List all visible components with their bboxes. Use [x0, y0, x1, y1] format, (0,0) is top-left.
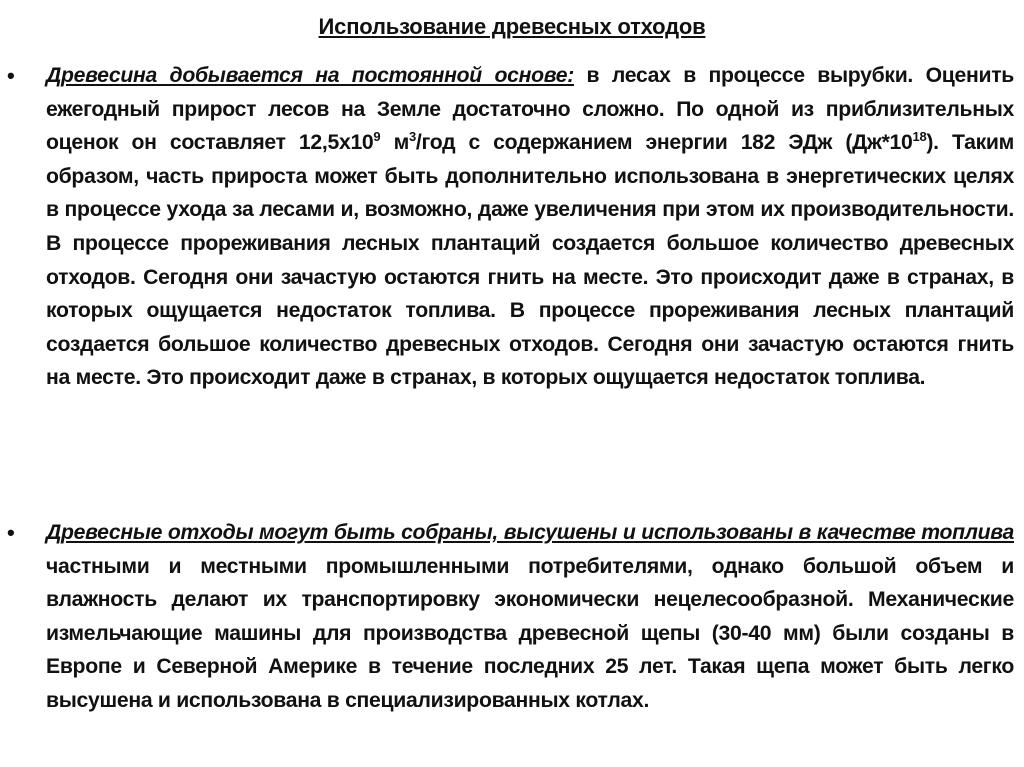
bullet-paragraph	[46, 59, 1014, 395]
superscript: 9	[373, 129, 381, 145]
bullet-text: м	[380, 131, 409, 155]
bullet-text: частными и местными промышленными потребителями, однако большой объем и влажность делают их транспортировку экономически нецелесообразной. Механические измельчающие машины для производства древесной щепы (30-40 мм) были созданы в Европе и Северной Америке в течение последних 25 лет. Такая щепа может быть легко высушена и использована в специализированных котлах.	[46, 554, 1014, 712]
bullet-icon: •	[7, 520, 15, 545]
bullet-icon: •	[7, 63, 15, 88]
superscript: 3	[408, 129, 416, 145]
bullet-text: в лесах в процессе вырубки. Оценить ежегодный прирост лесов на Земле достаточно сложно. По одной из приблизительных оценок он составляет 12,5х10	[46, 64, 1015, 155]
superscript: 18	[912, 129, 927, 145]
bullet-lead: Древесина добывается на постоянной основе:	[46, 64, 574, 87]
bullet-text: ). Таким образом, часть прироста может быть дополнительно использована в энергетических целях в процессе ухода за лесами и, возможно, даже увеличения при этом их производительности. В процессе прореживания лесных плантаций создается большое количество древесных отходов. Сегодня они зачастую остаются гнить на месте. Это происходит даже в странах, в которых ощущается недостаток топлива. В процессе прореживания лесных плантаций создается большое количество древесных отходов. Сегодня они зачастую остаются гнить на месте. Это происходит даже в странах, в которых ощущается недостаток топлива.	[46, 131, 1014, 390]
slide-title: Использование древесных отходов	[318, 14, 706, 39]
bullet-paragraph	[46, 516, 1014, 718]
bullet-text: /год с содержанием энергии 182 ЭДж (Дж*10	[415, 131, 913, 155]
bullet-lead: Древесные отходы могут быть собраны, высушены и использованы в качестве топлива	[46, 521, 1014, 544]
